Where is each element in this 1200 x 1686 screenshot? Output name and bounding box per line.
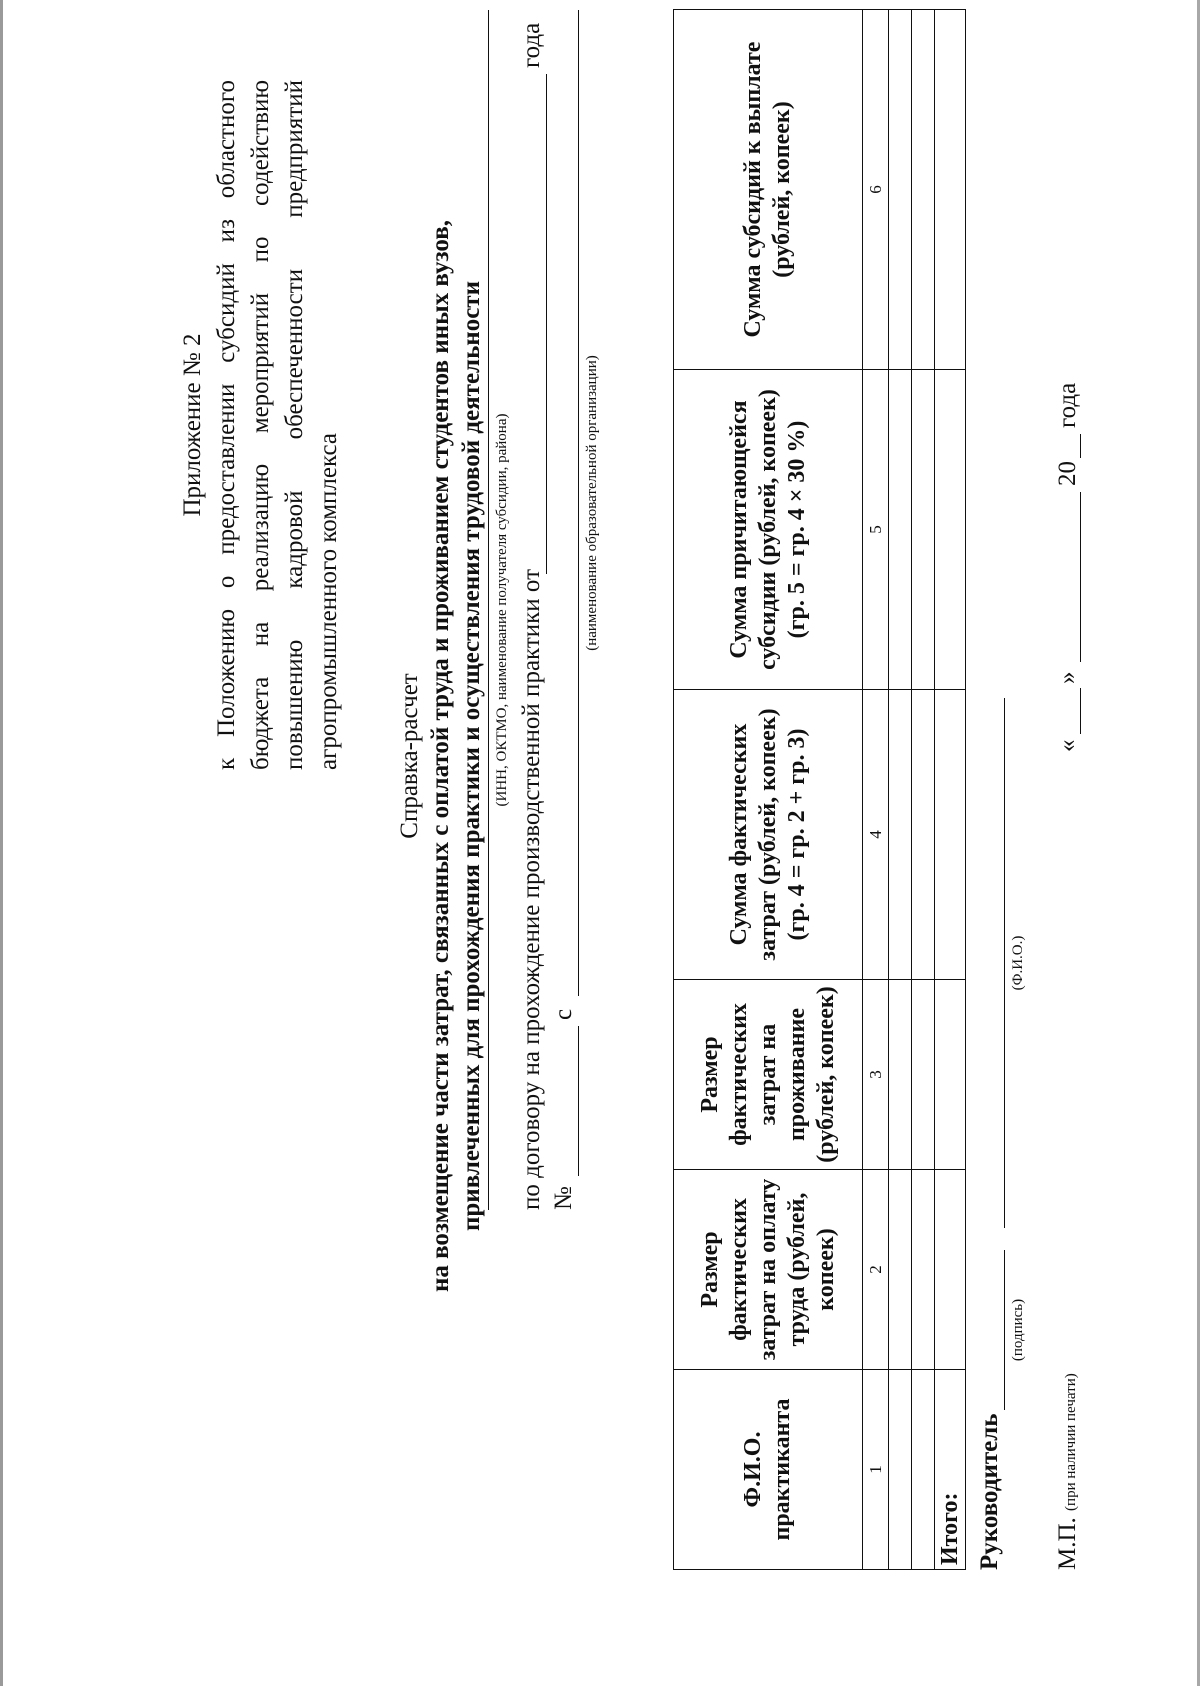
table-cell <box>889 1170 912 1370</box>
table-cell <box>889 10 912 370</box>
header-subsidy-due: Сумма причитающейся субсидии (рублей, копеек) (гр. 5 = гр. 4 × 30 %) <box>674 370 863 690</box>
table-cell <box>912 370 935 690</box>
date-open-quote: « <box>1054 739 1081 752</box>
table-cell <box>889 370 912 690</box>
table-cell <box>935 1170 966 1370</box>
table-cell <box>889 1370 912 1570</box>
table-cell <box>912 1370 935 1570</box>
table-cell <box>912 690 935 980</box>
column-number: 2 <box>863 1170 889 1370</box>
table-cell <box>935 690 966 980</box>
column-number: 4 <box>863 690 889 980</box>
table-row <box>912 10 935 1570</box>
header-housing-costs: Размер фактических затрат на проживание (рублей, копеек) <box>674 980 863 1170</box>
date-close-quote: » <box>1054 671 1081 684</box>
appendix-text: к Положению о предоставлении субсидий из областного бюджета на реализацию мероприятий по содействию повышению кадровой обеспеченности предприятий агропромышленного комплекса <box>213 80 342 770</box>
date-year-suffix: года <box>1054 382 1081 428</box>
header-total-costs: Сумма фактических затрат (рублей, копеек) (гр. 4 = гр. 2 + гр. 3) <box>674 690 863 980</box>
table-cell <box>935 10 966 370</box>
appendix-number: Приложение № 2 <box>179 333 206 517</box>
table-cell <box>912 10 935 370</box>
calculation-table <box>673 9 966 1570</box>
contract-number-line <box>578 1026 579 1176</box>
contract-date-line <box>546 74 547 574</box>
head-label: Руководитель <box>976 1413 1003 1570</box>
recipient-caption: (ИНН, ОКТМО, наименование получателя субсидии, района) <box>494 413 510 807</box>
date-month-line <box>1080 492 1081 662</box>
table-row <box>889 10 912 1570</box>
contract-with-label: с <box>550 1008 577 1020</box>
contract-number-label: № <box>550 1186 577 1210</box>
signature-caption: (подпись) <box>1010 1298 1026 1362</box>
table-cell <box>912 980 935 1170</box>
table-cell <box>912 1170 935 1370</box>
column-number: 3 <box>863 980 889 1170</box>
appendix-block <box>176 80 346 770</box>
contract-year-suffix: года <box>518 22 545 68</box>
table-cell <box>889 690 912 980</box>
header-labor-costs: Размер фактических затрат на оплату труда (рублей, копеек) <box>674 1170 863 1370</box>
total-row <box>935 10 966 1570</box>
document-title <box>394 16 487 1496</box>
header-trainee-name: Ф.И.О. практиканта <box>674 1370 863 1570</box>
seal-note: (при наличии печати) <box>1063 1373 1079 1511</box>
name-line <box>1004 698 1005 1228</box>
header-subsidy-payable: Сумма субсидий к выплате (рублей, копеек) <box>674 10 863 370</box>
column-number: 1 <box>863 1370 889 1570</box>
table-cell <box>935 980 966 1170</box>
total-label: Итого: <box>935 1370 966 1570</box>
title-line-3: привлеченных для прохождения практики и осуществления трудовой деятельности <box>458 281 485 1231</box>
seal-block <box>1054 1373 1082 1570</box>
contract-prefix: по договору на прохождение производственной практики от <box>518 568 545 1210</box>
date-year-prefix: 20 <box>1054 461 1081 486</box>
date-year-line <box>1080 434 1081 458</box>
date-day-line <box>1080 688 1081 734</box>
table-cell <box>935 370 966 690</box>
organization-caption: (наименование образовательной организации) <box>584 355 600 651</box>
title-line-1: Справка-расчет <box>396 673 423 839</box>
table-header-row <box>674 10 863 1570</box>
title-line-2: на возмещение части затрат, связанных с оплатой труда и проживанием студентов иных вузов, <box>427 219 454 1293</box>
column-number: 5 <box>863 370 889 690</box>
column-number: 6 <box>863 10 889 370</box>
organization-line <box>578 10 579 996</box>
signature-line <box>1004 1250 1005 1410</box>
name-caption: (Ф.И.О.) <box>1010 935 1026 991</box>
column-number-row <box>863 10 889 1570</box>
table-cell <box>889 980 912 1170</box>
recipient-line <box>488 10 489 1210</box>
seal-label: М.П. <box>1054 1517 1081 1570</box>
